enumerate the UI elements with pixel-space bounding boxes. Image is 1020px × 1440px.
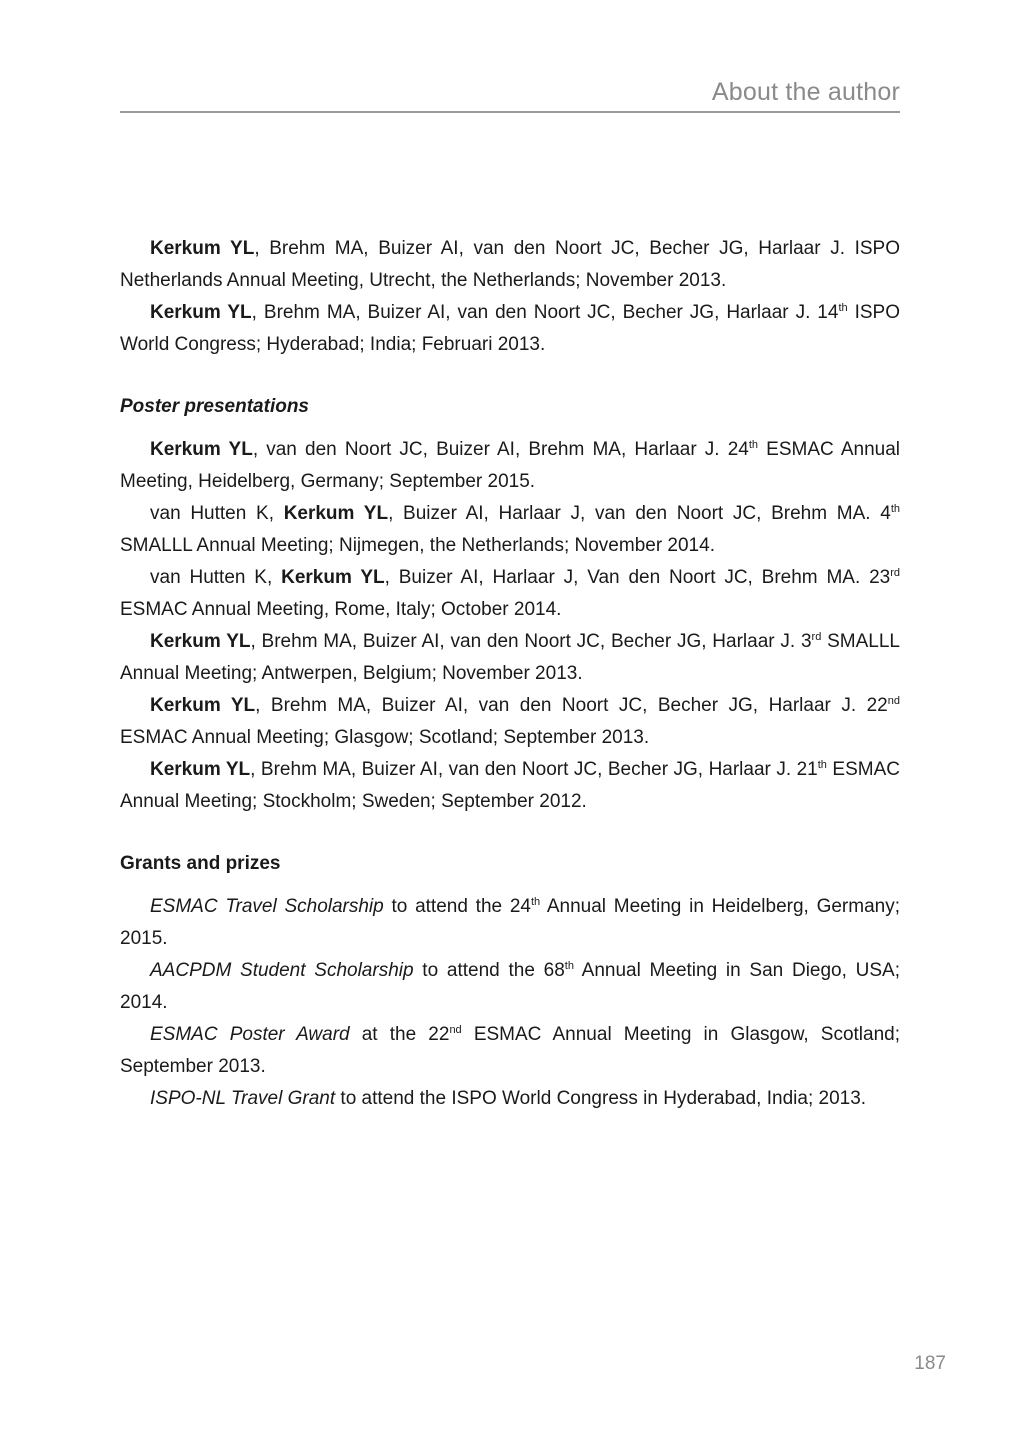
entry-text: , Brehm MA, Buizer AI, van den Noort JC, Becher JG, Harlaar J. 21	[250, 759, 818, 780]
ordinal-suffix: th	[530, 896, 541, 908]
grant-entry	[120, 955, 900, 1019]
grant-entry	[120, 891, 900, 955]
poster-entry	[120, 626, 900, 690]
entry-text: to attend the 68	[413, 960, 565, 981]
author-name: Kerkum YL	[150, 302, 252, 323]
entry-text: , Brehm MA, Buizer AI, van den Noort JC, Becher JG, Harlaar J. 22	[255, 695, 888, 716]
entry-text: ESMAC Annual Meeting, Rome, Italy; October 2014.	[120, 599, 562, 620]
author-name: Kerkum YL	[150, 759, 251, 780]
entry-text: ISPO World Congress; Hyderabad; India; Februari 2013.	[120, 302, 901, 355]
ordinal-suffix: rd	[890, 567, 900, 579]
ordinal-suffix: th	[838, 302, 848, 314]
page-number: 187	[914, 1353, 946, 1374]
poster-entry	[120, 498, 900, 562]
author-name: Kerkum YL	[150, 439, 253, 460]
page-content	[120, 233, 900, 1115]
entry-text: at the 22	[349, 1024, 450, 1045]
poster-entry	[120, 562, 900, 626]
poster-entry	[120, 754, 900, 818]
entry-text: Annual Meeting in San Diego, USA; 2014.	[120, 960, 900, 1013]
ordinal-suffix: th	[890, 503, 901, 515]
entry-text: SMALLL Annual Meeting; Nijmegen, the Netherlands; November 2014.	[120, 535, 715, 556]
author-name: Kerkum YL	[150, 238, 255, 259]
oral-presentation-entry	[120, 233, 900, 297]
ordinal-suffix: nd	[449, 1024, 462, 1036]
oral-presentation-entry	[120, 297, 900, 361]
grant-title: AACPDM Student Scholarship	[150, 960, 414, 981]
entry-text: to attend the 24	[383, 896, 531, 917]
ordinal-suffix: th	[564, 960, 574, 972]
ordinal-suffix: th	[748, 439, 759, 451]
entry-text: , Brehm MA, Buizer AI, van den Noort JC, Becher JG, Harlaar J. 3	[250, 631, 812, 652]
ordinal-suffix: nd	[887, 695, 900, 707]
entry-text: , Buizer AI, Harlaar J, van den Noort JC, Brehm MA. 4	[388, 503, 891, 524]
entry-text: , Brehm MA, Buizer AI, van den Noort JC, Becher JG, Harlaar J. ISPO Netherlands Annual Meeting, Utrecht, the Netherlands; November 2013.	[120, 238, 900, 291]
co-author: van Hutten K,	[150, 503, 284, 524]
entry-text: ESMAC Annual Meeting; Glasgow; Scotland; September 2013.	[120, 727, 650, 748]
entry-text: ESMAC Annual Meeting, Heidelberg, Germany; September 2015.	[120, 439, 900, 492]
author-name: Kerkum YL	[150, 695, 256, 716]
entry-text: , Brehm MA, Buizer AI, van den Noort JC, Becher JG, Harlaar J. 14	[251, 302, 839, 323]
grant-title: ESMAC Travel Scholarship	[150, 896, 384, 917]
entry-text: , Buizer AI, Harlaar J, Van den Noort JC, Brehm MA. 23	[384, 567, 891, 588]
entry-text: SMALLL Annual Meeting; Antwerpen, Belgium; November 2013.	[120, 631, 900, 684]
grants-and-prizes-heading: Grants and prizes	[120, 853, 281, 874]
grant-entry	[120, 1083, 900, 1115]
entry-text: Annual Meeting in Heidelberg, Germany; 2015.	[120, 896, 900, 949]
author-name: Kerkum YL	[283, 503, 389, 524]
entry-text: , van den Noort JC, Buizer AI, Brehm MA, Harlaar J. 24	[252, 439, 749, 460]
author-name: Kerkum YL	[150, 631, 251, 652]
ordinal-suffix: rd	[811, 631, 822, 643]
co-author: van Hutten K,	[150, 567, 282, 588]
grant-title: ESMAC Poster Award	[150, 1024, 350, 1045]
ordinal-suffix: th	[817, 759, 827, 771]
running-header: About the author	[711, 78, 900, 106]
author-name: Kerkum YL	[281, 567, 385, 588]
entry-text: to attend the ISPO World Congress in Hyderabad, India; 2013.	[335, 1088, 867, 1109]
header-rule	[120, 111, 900, 113]
poster-entry	[120, 690, 900, 754]
entry-text: ESMAC Annual Meeting; Stockholm; Sweden; September 2012.	[120, 759, 900, 812]
entry-text: ESMAC Annual Meeting in Glasgow, Scotland; September 2013.	[120, 1024, 901, 1077]
grant-title: ISPO-NL Travel Grant	[150, 1088, 336, 1109]
grant-entry	[120, 1019, 900, 1083]
poster-entry	[120, 434, 900, 498]
poster-presentations-heading: Poster presentations	[120, 396, 309, 417]
